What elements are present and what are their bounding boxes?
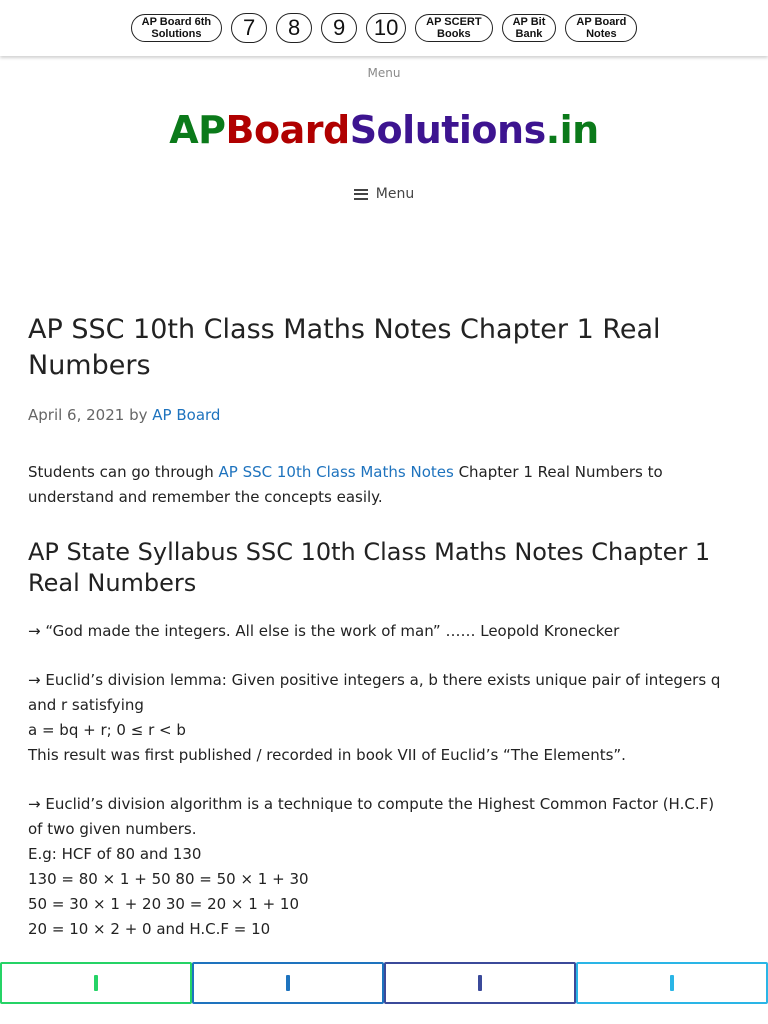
pill-label: 8 <box>288 15 301 40</box>
post-date: April 6, 2021 <box>28 406 125 424</box>
whatsapp-icon <box>94 975 98 991</box>
pill-label-line1: AP Board <box>576 16 627 28</box>
pill-class-10[interactable] <box>366 13 406 43</box>
intro-paragraph <box>28 460 728 510</box>
pill-class-7[interactable] <box>231 13 267 43</box>
pill-ap-board-notes[interactable] <box>565 14 637 42</box>
quick-links-bar <box>0 0 768 56</box>
secondary-menu-label: Menu <box>367 66 401 80</box>
logo-part-tld: .in <box>545 108 599 152</box>
intro-text: Students can go through <box>28 463 214 481</box>
hamburger-icon <box>354 189 368 200</box>
pill-ap-bit-bank[interactable] <box>502 14 557 42</box>
site-logo[interactable] <box>0 108 768 152</box>
example-step-2: 50 = 30 × 1 + 20 30 = 20 × 1 + 10 <box>28 895 300 913</box>
whatsapp-share-button[interactable] <box>0 962 192 1004</box>
pill-label-line1: AP Board 6th <box>141 16 212 28</box>
intro-text-end: Chapter 1 Real Numbers to understand and remember the concepts easily. <box>28 463 663 506</box>
pill-label: 7 <box>243 15 256 40</box>
pill-label-line2: Solutions <box>151 28 202 40</box>
lemma-text: → Euclid’s division lemma: Given positive integers a, b there exists unique pair of integers q and r satisfying <box>28 671 721 714</box>
pill-label-line2: Notes <box>586 28 617 40</box>
note-kronecker <box>28 619 728 644</box>
pill-class-8[interactable] <box>276 13 312 43</box>
example-label: E.g: HCF of 80 and 130 <box>28 845 202 863</box>
main-menu-toggle[interactable] <box>0 186 768 202</box>
logo-part-solutions: Solutions <box>349 108 546 152</box>
pill-label: 9 <box>333 15 346 40</box>
by-label: by <box>129 406 148 424</box>
share-bar <box>0 962 768 1004</box>
pill-label-line1: AP SCERT <box>426 16 482 28</box>
article-meta <box>28 406 728 424</box>
telegram-icon <box>670 975 674 991</box>
twitter-icon <box>478 975 482 991</box>
note-division-algorithm <box>28 792 728 942</box>
pill-label: 10 <box>373 15 399 40</box>
facebook-share-button[interactable] <box>192 962 384 1004</box>
pill-ap-board-6th[interactable] <box>131 14 222 42</box>
author-link[interactable]: AP Board <box>152 406 221 424</box>
twitter-share-button[interactable] <box>384 962 576 1004</box>
kronecker-quote: → “God made the integers. All else is the work of man” …… Leopold Kronecker <box>28 622 620 640</box>
example-step-3: 20 = 10 × 2 + 0 and H.C.F = 10 <box>28 920 271 938</box>
pill-label-line2: Bank <box>515 28 543 40</box>
section-heading: AP State Syllabus SSC 10th Class Maths Notes Chapter 1 Real Numbers <box>28 538 711 597</box>
article-title: AP SSC 10th Class Maths Notes Chapter 1 Real Numbers <box>28 314 661 381</box>
secondary-menu-toggle[interactable] <box>0 66 768 80</box>
pill-ap-scert-books[interactable] <box>415 14 492 42</box>
lemma-formula: a = bq + r; 0 ≤ r < b <box>28 721 186 739</box>
lemma-history: This result was first published / recorded in book VII of Euclid’s “The Elements”. <box>28 746 626 764</box>
facebook-icon <box>286 975 290 991</box>
algorithm-text: → Euclid’s division algorithm is a technique to compute the Highest Common Factor (H.C.F) of two given numbers. <box>28 795 715 838</box>
article <box>28 312 728 942</box>
pill-label-line2: Books <box>437 28 471 40</box>
logo-part-board: Board <box>225 108 350 152</box>
example-step-1: 130 = 80 × 1 + 50 80 = 50 × 1 + 30 <box>28 870 309 888</box>
logo-part-ap: AP <box>169 108 226 152</box>
main-menu-label: Menu <box>375 186 415 202</box>
maths-notes-link[interactable]: AP SSC 10th Class Maths Notes <box>218 463 454 481</box>
telegram-share-button[interactable] <box>576 962 768 1004</box>
note-division-lemma <box>28 668 728 768</box>
pill-label-line1: AP Bit <box>512 16 546 28</box>
pill-class-9[interactable] <box>321 13 357 43</box>
